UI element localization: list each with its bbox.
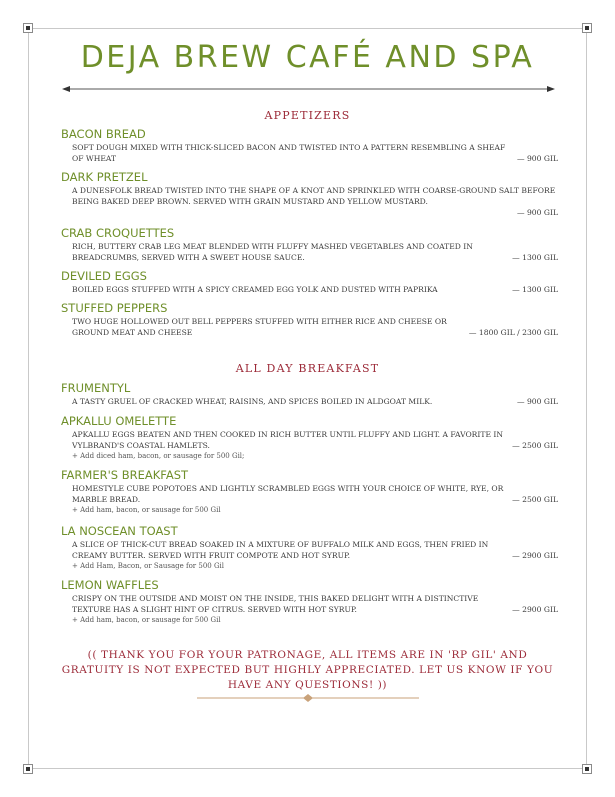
item-description: SOFT DOUGH MIXED WITH THICK-SLICED BACON AND TWISTED INTO A PATTERN RESEMBLING A SHEAF OF WHEAT xyxy=(72,143,506,163)
item-name: STUFFED PEPPERS xyxy=(61,301,168,315)
menu-item-bacon-bread xyxy=(61,127,558,164)
item-name: LA NOSCEAN TOAST xyxy=(61,524,178,538)
item-price: — 1300 GIL xyxy=(512,253,558,262)
menu-title: DEJA BREW CAFÉ AND SPA xyxy=(80,40,535,75)
menu-item-la-noscean-toast xyxy=(61,524,558,571)
item-price: — 900 GIL xyxy=(516,208,558,217)
item-price: — 900 GIL xyxy=(516,397,558,406)
corner-marker-bottom-right xyxy=(582,764,592,774)
item-name: DEVILED EGGS xyxy=(61,269,147,283)
item-name: FRUMENTYL xyxy=(61,381,131,395)
item-price: — 900 GIL xyxy=(516,154,558,163)
item-name: LEMON WAFFLES xyxy=(61,578,159,592)
item-name: BACON BREAD xyxy=(61,127,146,141)
item-price: — 2900 GIL xyxy=(512,551,558,560)
item-description: RICH, BUTTERY CRAB LEG MEAT BLENDED WITH FLUFFY MASHED VEGETABLES AND COATED IN BREADCRUMBS, SERVED WITH A SWEET HOUSE SAUCE. xyxy=(72,242,473,262)
corner-marker-top-left xyxy=(23,23,33,33)
item-description: BOILED EGGS STUFFED WITH A SPICY CREAMED EGG YOLK AND DUSTED WITH PAPRIKA xyxy=(72,285,438,294)
item-description: A DUNESFOLK BREAD TWISTED INTO THE SHAPE OF A KNOT AND SPRINKLED WITH COARSE-GROUND SALT BEFORE BEING BAKED DEEP BROWN. SERVED WITH GRAIN MUSTARD AND YELLOW MUSTARD. xyxy=(72,186,556,206)
item-addon-note: + Add ham, bacon, or sausage for 500 Gil xyxy=(72,616,221,624)
item-price: — 1800 GIL / 2300 GIL xyxy=(468,328,558,337)
menu-item-frumentyl xyxy=(61,381,558,407)
corner-marker-bottom-left xyxy=(23,764,33,774)
menu-item-lemon-waffles xyxy=(61,578,558,625)
menu-item-dark-pretzel xyxy=(61,170,558,218)
item-description: APKALLU EGGS BEATEN AND THEN COOKED IN RICH BUTTER UNTIL FLUFFY AND LIGHT. A FAVORITE IN VYLBRAND'S COASTAL HAMLETS. xyxy=(72,430,504,450)
footer-note: (( THANK YOU FOR YOUR PATRONAGE, ALL ITEMS ARE IN 'RP GIL' AND GRATUITY IS NOT EXPECTED BUT HIGHLY APPRECIATED. LET US KNOW IF YOU HAVE ANY QUESTIONS! )) xyxy=(61,649,554,691)
item-description: A SLICE OF THICK-CUT BREAD SOAKED IN A MIXTURE OF BUFFALO MILK AND EGGS, THEN FRIED IN CREAMY BUTTER. SERVED WITH FRUIT COMPOTE AND HOT SYRUP. xyxy=(72,540,489,560)
item-addon-note: + Add Ham, Bacon, or Sausage for 500 Gil xyxy=(72,562,225,570)
menu-item-apkallu-omelette xyxy=(61,414,558,461)
section-heading-appetizers: APPETIZERS xyxy=(264,109,351,122)
item-name: CRAB CROQUETTES xyxy=(61,226,175,240)
menu-item-stuffed-peppers xyxy=(61,301,558,338)
item-price: — 2900 GIL xyxy=(512,605,558,614)
menu-item-farmers-breakfast xyxy=(61,468,558,515)
item-addon-note: + Add ham, bacon, or sausage for 500 Gil xyxy=(72,506,221,514)
item-name: FARMER'S BREAKFAST xyxy=(61,468,189,482)
item-description: TWO HUGE HOLLOWED OUT BELL PEPPERS STUFFED WITH EITHER RICE AND CHEESE OR GROUND MEAT AND CHEESE xyxy=(72,317,447,337)
footer-divider-icon xyxy=(197,694,419,702)
item-description: A TASTY GRUEL OF CRACKED WHEAT, RAISINS, AND SPICES BOILED IN ALDGOAT MILK. xyxy=(72,397,433,406)
item-price: — 2500 GIL xyxy=(512,441,558,450)
title-divider-icon xyxy=(62,84,555,94)
menu-item-crab-croquettes xyxy=(61,226,558,263)
item-addon-note: + Add diced ham, bacon, or sausage for 500 Gil; xyxy=(72,452,245,460)
item-price: — 1300 GIL xyxy=(512,285,558,294)
corner-marker-top-right xyxy=(582,23,592,33)
item-name: APKALLU OMELETTE xyxy=(61,414,177,428)
item-description: HOMESTYLE CUBE POPOTOES AND LIGHTLY SCRAMBLED EGGS WITH YOUR CHOICE OF WHITE, RYE, OR MARBLE BREAD. xyxy=(72,484,504,504)
section-heading-all-day-breakfast: ALL DAY BREAKFAST xyxy=(235,362,380,375)
item-price: — 2500 GIL xyxy=(512,495,558,504)
item-name: DARK PRETZEL xyxy=(61,170,148,184)
menu-item-deviled-eggs xyxy=(61,269,558,295)
item-description: CRISPY ON THE OUTSIDE AND MOIST ON THE INSIDE, THIS BAKED DELIGHT WITH A DISTINCTIVE TEXTURE HAS A SLIGHT HINT OF CITRUS. SERVED WITH HOT SYRUP. xyxy=(72,594,479,614)
